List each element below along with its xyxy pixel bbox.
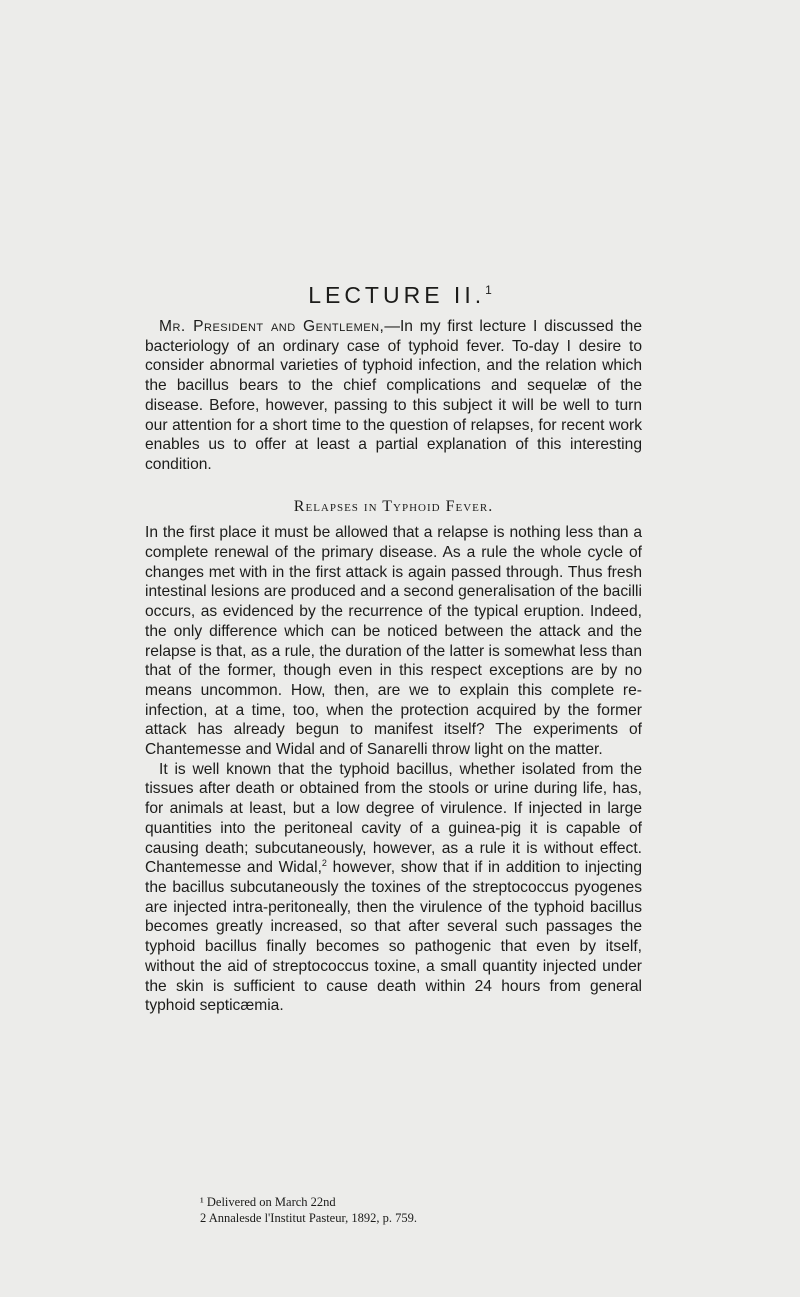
footnote-marker-2: 2 <box>321 858 327 869</box>
title-footnote-marker: 1 <box>485 283 492 297</box>
lecture-title <box>0 282 800 309</box>
footnote-1-text: Delivered on March 22nd <box>206 1195 336 1209</box>
footnote-2-text: Annalesde l'Institut Pasteur, 1892, p. 759. <box>208 1211 418 1225</box>
footnote-2 <box>200 1210 417 1226</box>
footnote-1-marker: ¹ <box>200 1195 204 1209</box>
section-heading: Relapses in Typhoid Fever. <box>293 497 494 515</box>
salutation: Mr. President and Gentlemen, <box>159 318 385 335</box>
lecture-title-text: LECTURE II. <box>308 282 486 308</box>
intro-text: —In my first lecture I discussed the bacteriology of an ordinary case of typhoid fever. To-day I desire to consider abnormal varieties of typhoid infection, and the relation which the bacillus bears to the chief complications and sequelæ of the disease. Before, however, passing to this subject it will be well to turn our attention for a short time to the question of relapses, for recent work enables us to offer at least a partial explanation of this interesting condition. <box>145 318 642 473</box>
lecture-body <box>145 317 642 1016</box>
footnotes <box>200 1194 417 1226</box>
paragraph-2-text-a: It is well known that the typhoid bacillus, whether isolated from the tissues after death or obtained from the stools or urine during life, has, for animals at least, but a low degree of virulence. If injected in large quantities into the peritoneal cavity of a guinea-pig it is capable of causing death; subcutaneously, however, as a rule it is without effect. Chantemesse and Widal, <box>145 760 642 877</box>
footnote-1 <box>200 1194 417 1210</box>
relapse-paragraph-1: In the first place it must be allowed that a relapse is nothing less than a complete renewal of the primary disease. As a rule the whole cycle of changes met with in the first attack is again passed through. Thus fresh intestinal lesions are produced and a second generalisation of the bacilli occurs, as evidenced by the recurrence of the typical eruption. Indeed, the only difference which can be noticed between the attack and the relapse is that, as a rule, the duration of the latter is somewhat less than that of the former, though even in this respect exceptions are by no means uncommon. How, then, are we to explain this complete re-infection, at a time, too, when the protection acquired by the former attack has already begun to manifest itself? The experiments of Chantemesse and Widal and of Sanarelli throw light on the matter. <box>145 524 642 759</box>
footnote-2-marker: 2 <box>200 1211 207 1225</box>
relapse-paragraph-2 <box>145 760 642 1016</box>
intro-paragraph <box>145 317 642 475</box>
paragraph-2-text-b: however, show that if in addition to injecting the bacillus subcutaneously the toxines of the streptococcus pyogenes are injected intra-peritoneally, then the virulence of the typhoid bacillus becomes greatly increased, so that after several such passages the typhoid bacillus finally becomes so pathogenic that even by itself, without the aid of streptococcus toxine, a small quantity injected under the skin is sufficient to cause death within 24 hours from general typhoid septicæmia. <box>145 859 642 1015</box>
